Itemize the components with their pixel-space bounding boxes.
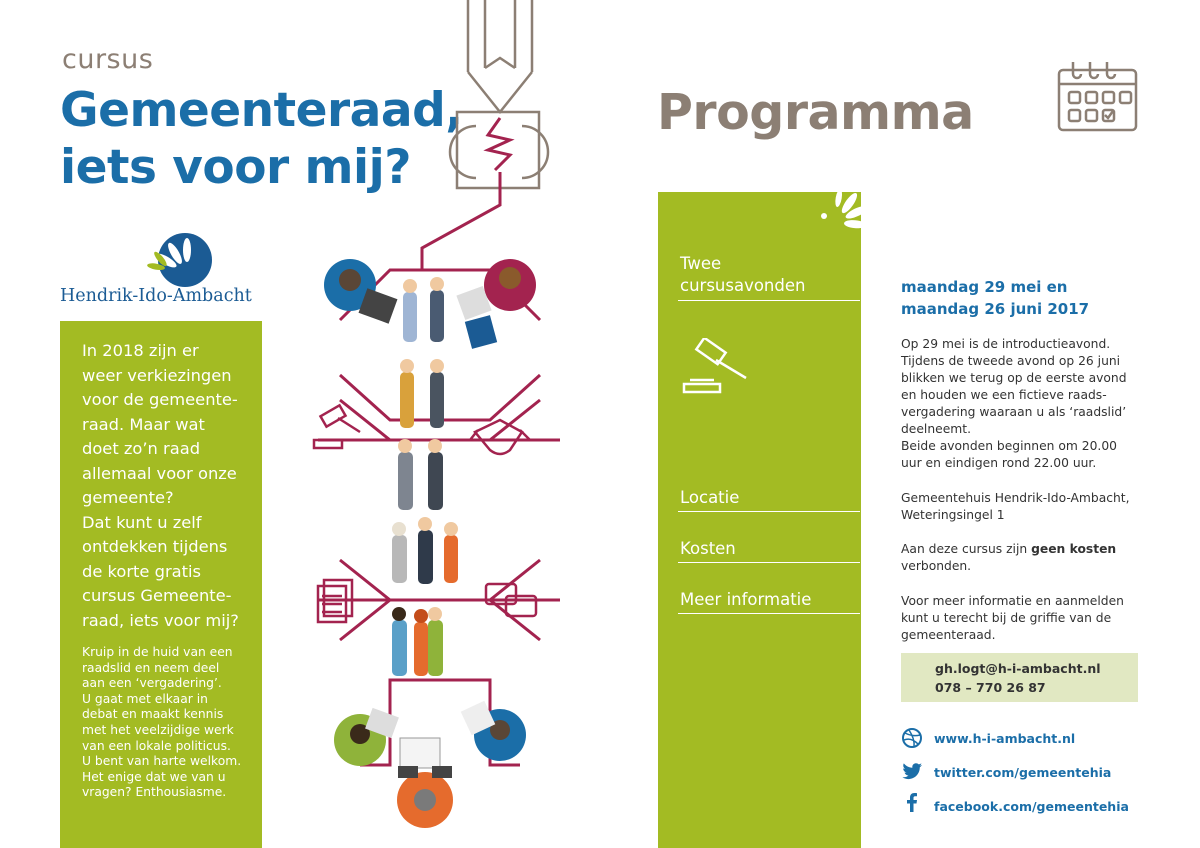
row-label-kosten: Kosten (680, 539, 736, 558)
website-link[interactable]: www.h-i-ambacht.nl (934, 731, 1076, 746)
costs-prefix: Aan deze cursus zijn (901, 542, 1032, 556)
row-divider (678, 613, 860, 614)
main-title-line-1: Gemeenteraad, (60, 83, 463, 138)
row-divider (678, 511, 860, 512)
pencil-icon (450, 0, 548, 188)
gavel-icon (680, 338, 752, 396)
costs-bold: geen kosten (1031, 542, 1117, 556)
row-divider (678, 562, 860, 563)
logo-text: Hendrik-Ido-Ambacht (60, 286, 252, 306)
row-divider (678, 300, 860, 301)
course-description: Op 29 mei is de introductieavond. Tijdens de tweede avond op 26 juni blikken we terug op de eerste avond en houden we een fictieve raads- vergadering waaraan u als ‘raadslid’ deelneemt. Beide avonden beginnen om 20.00 uur en eindigen rond 22.00 uur. (901, 337, 1127, 470)
people-standing-group-2 (398, 359, 444, 510)
location-text: Gemeentehuis Hendrik-Ido-Ambacht, Weteringsingel 1 (901, 491, 1130, 522)
facebook-link[interactable]: facebook.com/gemeentehia (934, 799, 1129, 814)
course-label: cursus (62, 44, 154, 75)
people-standing-group-1 (403, 277, 444, 342)
course-dates: maandag 29 mei en maandag 26 juni 2017 (901, 278, 1090, 318)
main-title-line-2: iets voor mij? (60, 140, 412, 195)
intro-text: In 2018 zijn er weer verkiezingen voor de gemeente- raad. Maar wat doet zo’n raad allemaal voor onze gemeente? Dat kunt u zelf ontdekken tijdens de korte gratis cursus Gemeente- raad, iets voor mij? (82, 341, 239, 630)
costs-suffix: verbonden. (901, 559, 972, 573)
calendar-icon (1055, 58, 1140, 133)
facebook-icon (901, 791, 923, 813)
twitter-link[interactable]: twitter.com/gemeentehia (934, 765, 1112, 780)
contact-phone[interactable]: 078 – 770 26 87 (935, 680, 1046, 695)
dribbble-ball-icon (901, 727, 923, 749)
maroon-zigzag (488, 118, 510, 170)
more-info-text: Voor meer informatie en aanmelden kunt u terecht bij de griffie van de gemeenteraad. (901, 594, 1124, 642)
handshake-icon (470, 420, 530, 454)
body-text: Kruip in de huid van een raadslid en neem deel aan een ‘vergadering’. U gaat met elkaar in debat en maakt kennis met het veelzijdige werk van een lokale politicus. U bent van harte welkom. Het enige dat we van u vragen? Enthousiasme. (82, 645, 242, 800)
process-illustration (300, 0, 560, 848)
contact-email[interactable]: gh.logt@h-i-ambacht.nl (935, 661, 1101, 676)
twitter-bird-icon (901, 760, 923, 782)
costs-text (901, 541, 1141, 575)
row-label-meer-informatie: Meer informatie (680, 590, 812, 609)
people-standing-group-3 (392, 517, 458, 676)
row-label-avonden: Twee cursusavonden (680, 254, 806, 295)
row-label-locatie: Locatie (680, 488, 740, 507)
program-title: Programma (657, 84, 974, 141)
flower-logo-icon (808, 188, 863, 236)
